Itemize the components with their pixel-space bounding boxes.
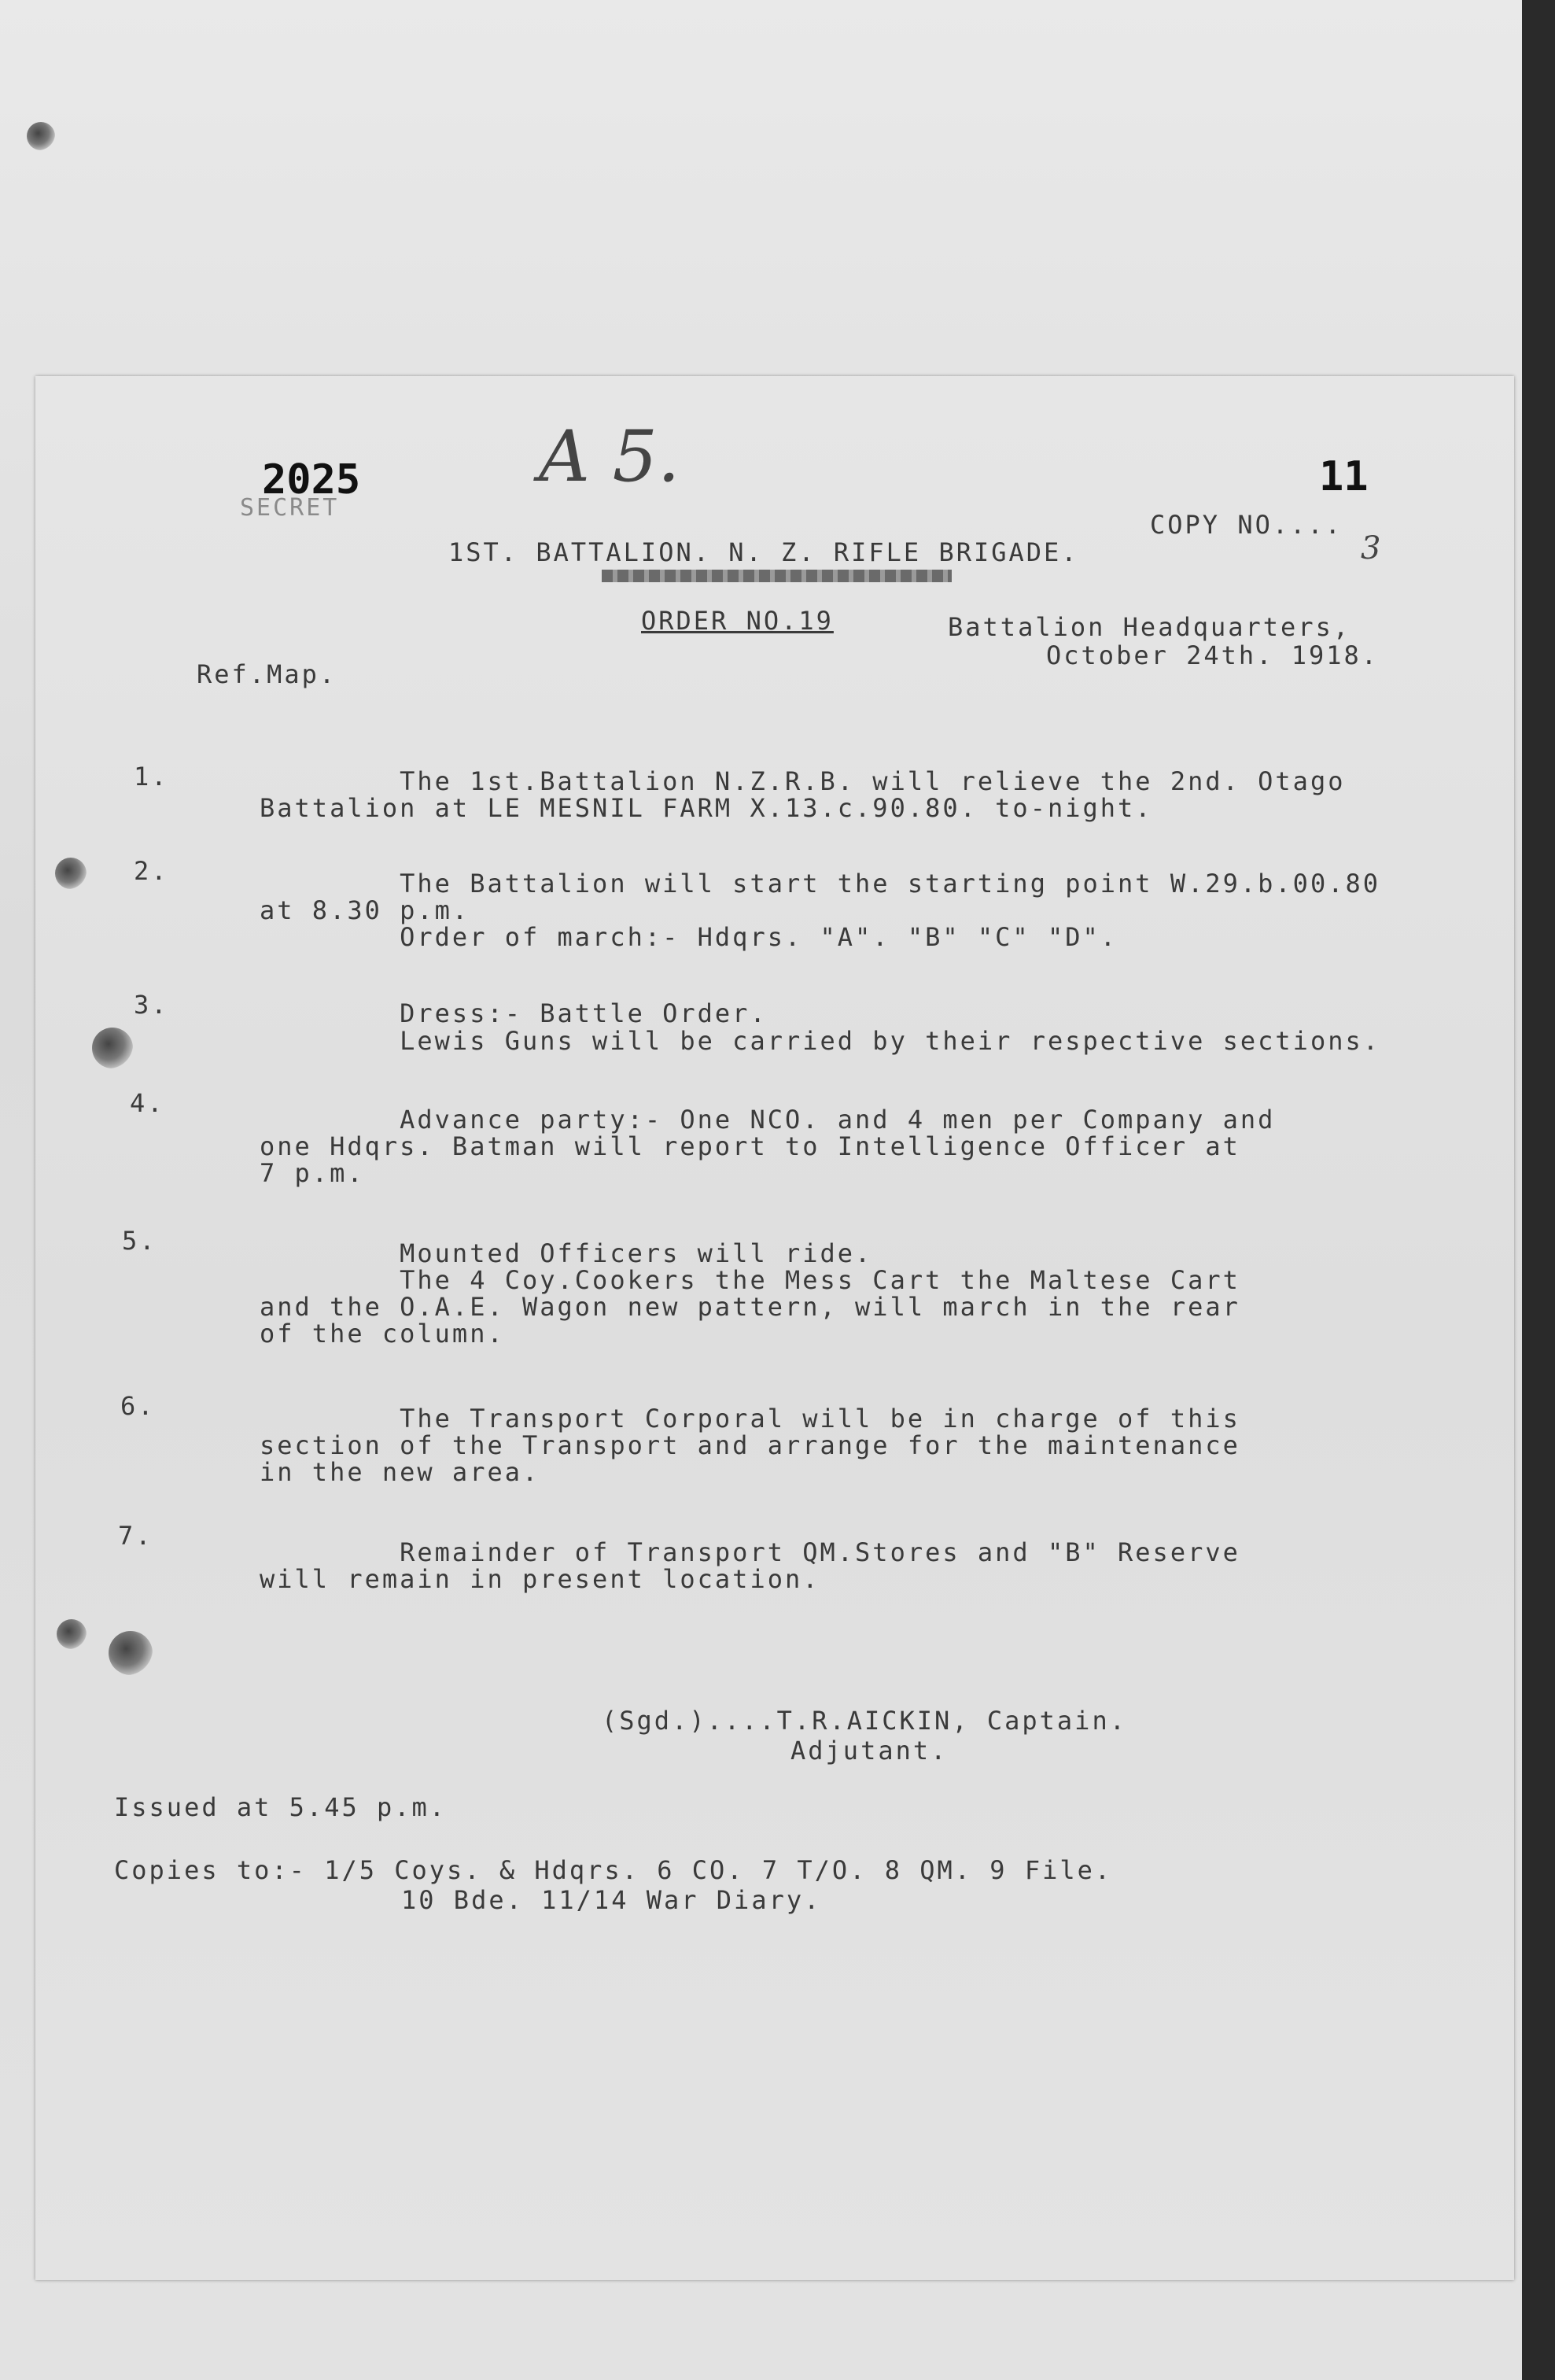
paragraph-line: Lewis Guns will be carried by their respective sections. — [260, 1026, 1380, 1056]
paragraph-line: The 4 Coy.Cookers the Mess Cart the Maltese Cart — [260, 1265, 1240, 1295]
hq-line2: October 24th. 1918. — [1046, 640, 1380, 670]
secret-label: SECRET — [240, 494, 340, 522]
signature-title: Adjutant. — [790, 1736, 949, 1766]
paragraph-number: 1. — [134, 762, 169, 791]
handwritten-ref: A 5. — [539, 415, 680, 498]
paragraph-line: Advance party:- One NCO. and 4 men per Company and — [260, 1105, 1276, 1135]
paragraph-line: one Hdqrs. Batman will report to Intelligence Officer at — [260, 1131, 1240, 1161]
paragraph-line: will remain in present location. — [260, 1564, 820, 1594]
paragraph-line: Order of march:- Hdqrs. "A". "B" "C" "D". — [260, 922, 1118, 952]
strikethrough-bar — [602, 570, 952, 582]
paragraph-line: Dress:- Battle Order. — [260, 998, 768, 1028]
ref-map: Ref.Map. — [197, 659, 337, 689]
copy-no-label: COPY NO.... — [1150, 510, 1343, 540]
paragraph-number: 7. — [118, 1521, 153, 1551]
paragraph-line: The 1st.Battalion N.Z.R.B. will relieve the 2nd. Otago — [260, 766, 1346, 796]
document-page — [35, 376, 1514, 2280]
unit-title: 1ST. BATTALION. N. Z. RIFLE BRIGADE. — [448, 537, 1079, 567]
punch-hole — [57, 1619, 87, 1649]
paragraph-line: The Battalion will start the starting point W.29.b.00.80 — [260, 869, 1380, 898]
paragraph-line: Remainder of Transport QM.Stores and "B" Reserve — [260, 1537, 1240, 1567]
copies-line1: Copies to:- 1/5 Coys. & Hdqrs. 6 CO. 7 T/O. 8 QM. 9 File. — [114, 1855, 1113, 1885]
paragraph-number: 6. — [120, 1391, 156, 1421]
punch-hole — [27, 122, 55, 150]
copy-stamp: 11 — [1319, 453, 1369, 500]
paragraph-line: and the O.A.E. Wagon new pattern, will march in the rear — [260, 1292, 1240, 1322]
punch-hole — [109, 1631, 153, 1675]
stamp-number: 2025 — [262, 456, 361, 504]
paragraph-line: 7 p.m. — [260, 1158, 365, 1188]
paragraph-number: 2. — [134, 856, 169, 886]
paragraph-line: section of the Transport and arrange for the maintenance — [260, 1430, 1240, 1460]
paragraph-line: in the new area. — [260, 1457, 540, 1487]
paragraph-line: of the column. — [260, 1319, 505, 1349]
signature-line: (Sgd.)....T.R.AICKIN, Captain. — [602, 1706, 1127, 1736]
punch-hole — [92, 1028, 133, 1068]
order-title: ORDER NO.19 — [641, 606, 834, 636]
paragraph-number: 4. — [130, 1088, 165, 1118]
issued-line: Issued at 5.45 p.m. — [114, 1792, 448, 1822]
copies-line2: 10 Bde. 11/14 War Diary. — [401, 1885, 822, 1915]
punch-hole — [55, 858, 87, 889]
hq-line1: Battalion Headquarters, — [948, 612, 1351, 642]
paragraph-line: Battalion at LE MESNIL FARM X.13.c.90.80. to-night. — [260, 793, 1153, 823]
copy-no-mark: 3 — [1361, 530, 1381, 566]
paragraph-line: at 8.30 p.m. — [260, 895, 470, 925]
paragraph-line: The Transport Corporal will be in charge of this — [260, 1404, 1240, 1434]
paragraph-line: Mounted Officers will ride. — [260, 1238, 873, 1268]
paragraph-number: 5. — [122, 1226, 157, 1256]
paragraph-number: 3. — [134, 990, 169, 1020]
